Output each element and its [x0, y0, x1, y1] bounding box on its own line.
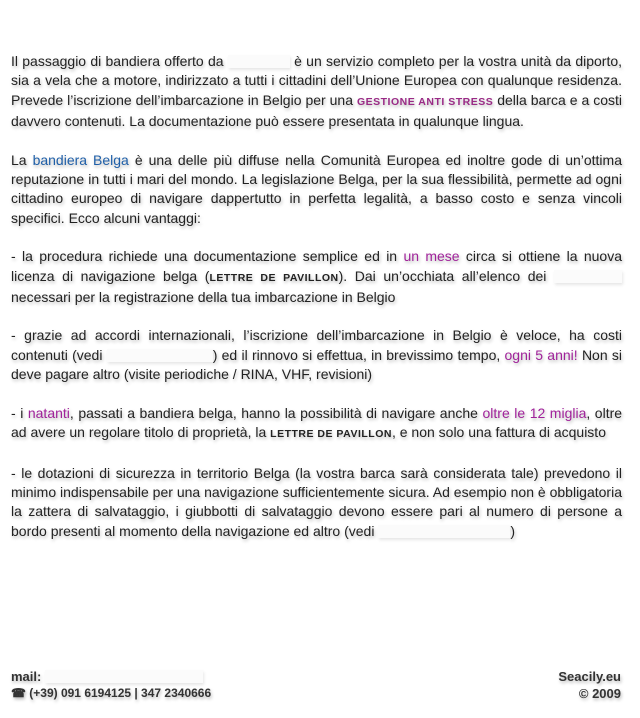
copyright: © 2009 — [578, 686, 621, 701]
intro-text-2: è un servizio completo per la vostra unità da diporto, sia a vela che a motore, indirizzato a tutti i cittadini dell’Unione Europea con qualunque residenza. Prevede l’iscrizione dell’imbarcazione in Belgio per una — [11, 53, 623, 108]
un-mese-highlight: un mese — [403, 248, 460, 265]
advantage-safety — [11, 464, 622, 542]
adv4-text: - le dotazioni di sicurezza in territorio Belga (la vostra barca sarà considerata tale) prevedono il minimo indispensabile per una navigazione sufficientemente sicura. Ad esempio non è obbligatoria la zattera di salvataggio, i giubbotti di salvataggio devono essere pari al numero di persone a bordo presenti al momento della navigazione ed altro (vedi — [11, 464, 622, 539]
adv2-text: - grazie ad accordi internazionali, l’iscrizione dell’imbarcazione in Belgio è veloce, ha costi contenuti (vedi — [11, 327, 622, 363]
adv3-text: - i — [11, 404, 24, 421]
bandiera-belga-link[interactable]: bandiera Belga — [32, 151, 129, 168]
adv3-text-2: , passati a bandiera belga, hanno la possibilità di navigare anche — [69, 404, 478, 421]
anti-stress-highlight: GESTIONE ANTI STRESS — [356, 95, 494, 108]
mail-link-blank[interactable] — [45, 670, 203, 683]
brand-link-blank[interactable] — [228, 55, 290, 68]
advantage-natanti — [11, 404, 622, 445]
adv3-text-4: , e non solo una fattura di acquisto — [391, 424, 606, 441]
costs-link-blank[interactable] — [107, 349, 213, 362]
footer-brand — [558, 668, 621, 702]
lettre-de-pavillon: LETTRE DE PAVILLON — [209, 271, 339, 284]
12-miglia-highlight: oltre le 12 miglia — [482, 404, 587, 421]
footer-contact — [11, 668, 211, 702]
advantage-documents — [11, 247, 622, 307]
phone-number: ☎ (+39) 091 6194125 | 347 2340666 — [11, 686, 212, 700]
documents-link-blank[interactable] — [554, 270, 622, 283]
advantage-costs — [11, 326, 622, 384]
adv4-text-2: ) — [510, 522, 516, 539]
flag-text-2: è una delle più diffuse nella Comunità Europea ed inoltre gode di un’ottima reputazione in tutti i mari del mondo. La legislazione Belga, per la sua flessibilità, permette ad ogni cittadino europeo di navigare dappertutto in perfetta legalità, a basso costo e senza vincoli specifici. Ecco alcuni vantaggi: — [11, 151, 622, 226]
adv3-text-3: , oltre ad avere un regolare titolo di proprietà, la — [11, 404, 623, 441]
lettre-de-pavillon-2: LETTRE DE PAVILLON — [270, 428, 392, 441]
safety-link-blank[interactable] — [378, 525, 510, 538]
mail-row — [11, 668, 211, 685]
intro-text-3: della barca e a costi davvero contenuti. La documentazione può essere presentata in qualunque lingua. — [11, 91, 622, 130]
adv2-text-2: ) ed il rinnovo si effettua, in brevissimo tempo, — [212, 346, 501, 363]
mail-label: mail: — [11, 669, 42, 684]
brand-name: Seacily.eu — [558, 669, 621, 684]
flag-text: La — [11, 151, 27, 168]
adv2-text-3: Non si deve pagare altro (visite periodiche / RINA, VHF, revisioni) — [11, 346, 622, 383]
adv1-text-3: ). Dai un’occhiata all’elenco dei — [338, 267, 547, 284]
ogni-5-anni-highlight: ogni 5 anni! — [504, 346, 578, 363]
intro-paragraph — [11, 52, 622, 132]
natanti-highlight: natanti — [27, 404, 70, 421]
adv1-text-4: necessari per la registrazione della tua imbarcazione in Belgio — [11, 289, 396, 306]
intro-text: Il passaggio di bandiera offerto da — [11, 53, 224, 69]
flag-paragraph — [11, 151, 622, 229]
adv1-text-2: circa si ottiene la nuova licenza di navigazione belga ( — [11, 248, 622, 284]
adv1-text: - la procedura richiede una documentazione semplice ed in — [11, 248, 398, 265]
main-content — [11, 52, 622, 560]
